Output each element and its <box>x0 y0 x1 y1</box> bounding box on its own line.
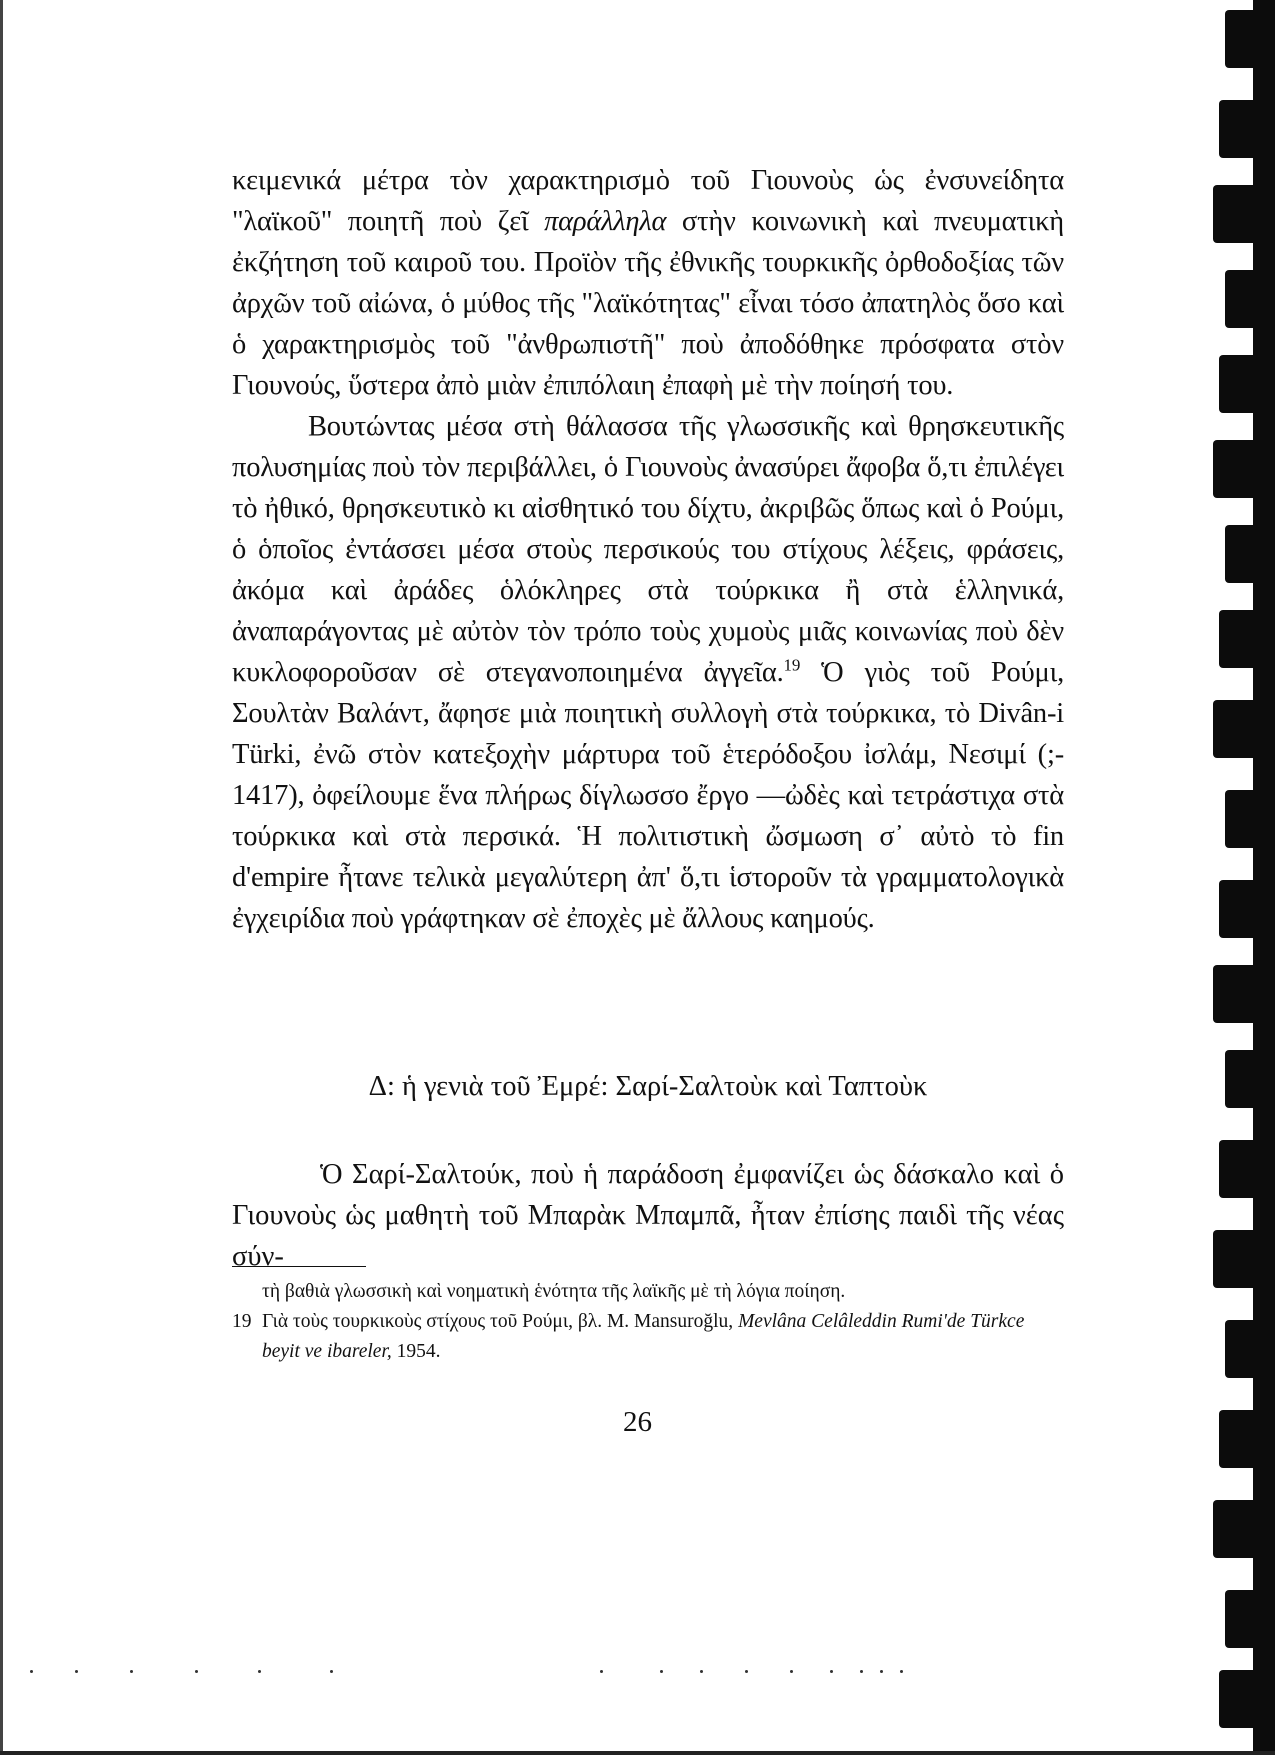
scan-dot <box>75 1670 78 1673</box>
footnote-divider <box>232 1266 366 1267</box>
scan-edge-block <box>1219 880 1275 938</box>
paragraph-2 <box>232 406 1064 939</box>
scan-dot <box>600 1670 603 1673</box>
scan-dot <box>130 1670 133 1673</box>
scan-edge-block <box>1225 525 1275 583</box>
scan-edge-right <box>1187 0 1275 1755</box>
scan-edge-left <box>0 0 3 1755</box>
scan-edge-block <box>1213 965 1275 1023</box>
main-text <box>232 160 1064 939</box>
scan-edge-block <box>1213 700 1275 758</box>
scan-dot <box>900 1670 903 1673</box>
footnotes <box>232 1277 1064 1367</box>
scan-dot <box>745 1670 748 1673</box>
scan-dot <box>790 1670 793 1673</box>
section-heading: Δ: ἡ γενιὰ τοῦ Ἐμρέ: Σαρί-Σαλτοὺκ καὶ Ταπτοὺκ <box>368 1071 928 1102</box>
footnote-19 <box>232 1307 1064 1367</box>
scan-dot <box>880 1670 883 1673</box>
paragraph-3: Ὁ Σαρί-Σαλτούκ, ποὺ ἡ παράδοση ἐμφανίζει ὡς δάσκαλο καὶ ὁ Γιουνοὺς ὡς μαθητὴ τοῦ Μπαρὰκ Μπαμπᾶ, ἦταν ἐπίσης παιδὶ τῆς νέας σύν- <box>232 1159 1064 1272</box>
scan-dot <box>660 1670 663 1673</box>
scan-edge-block <box>1219 100 1275 158</box>
footnote-19-title: Mevlâna Celâleddin Rumi'de Türkce beyit ve ibareler, <box>262 1311 1025 1362</box>
scan-edge-block <box>1213 1500 1275 1558</box>
footnote-continuation: τὴ βαθιὰ γλωσσικὴ καὶ νοηματικὴ ἑνότητα τῆς λαϊκῆς μὲ τὴ λόγια ποίηση. <box>262 1281 846 1302</box>
footnote-ref-19: 19 <box>783 655 801 675</box>
scan-edge-block <box>1213 1230 1275 1288</box>
para2-text-b: Ὁ γιὸς τοῦ Ρούμι, Σουλτὰν Βαλάντ, ἄφησε μιὰ ποιητικὴ συλλογὴ στὰ τούρκικα, τὸ Divân-i Türki, ἐνῶ στὸν κατεξοχὴν μάρτυρα τοῦ ἑτερόδοξου ἰσλάμ, Νεσιμί (;- 1417), ὀφείλουμε ἕνα πλήρως δίγλωσσο ἔργο —ὠδὲς καὶ τετράστιχα στὰ τούρκικα καὶ στὰ περσικά. Ἡ πολιτιστικὴ ὤσμωση σ᾽ αὐτὸ τὸ fin d'empire ἦτανε τελικὰ μεγαλύτερη ἀπ' ὅ,τι ἱστοροῦν τὰ γραμματολογικὰ ἐγχειρίδια ποὺ γράφτηκαν σὲ ἐποχὲς μὲ ἄλλους καημούς. <box>232 657 1064 934</box>
scan-edge-solid <box>1253 0 1275 1755</box>
scan-edge-block <box>1225 1050 1275 1108</box>
scan-edge-block <box>1219 1670 1275 1728</box>
scan-edge-block <box>1219 355 1275 413</box>
scan-dot <box>30 1670 33 1673</box>
scan-dot <box>830 1670 833 1673</box>
footnote-19-number: 19 <box>232 1311 252 1332</box>
scan-edge-block <box>1219 610 1275 668</box>
scan-edge-block <box>1225 1590 1275 1648</box>
scan-dot <box>700 1670 703 1673</box>
scan-edge-block <box>1219 1410 1275 1468</box>
scan-dot <box>860 1670 863 1673</box>
scan-edge-block <box>1219 1140 1275 1198</box>
scan-edge-block <box>1225 1320 1275 1378</box>
paragraph-1 <box>232 160 1064 406</box>
para1-italic-word: παράλληλα <box>544 206 667 237</box>
para1-text-b: στὴν κοινωνικὴ καὶ πνευματικὴ ἐκζήτηση τοῦ καιροῦ του. Προϊὸν τῆς ἐθνικῆς τουρκικῆς ὀρθοδοξίας τῶν ἀρχῶν τοῦ αἰώνα, ὁ μύθος τῆς "λαϊκότητας" εἶναι τόσο ἀπατηλὸς ὅσο καὶ ὁ χαρακτηρισμὸς τοῦ "ἀνθρωπιστῆ" ποὺ ἀποδόθηκε πρόσφατα στὸν Γιουνούς, ὕστερα ἀπὸ μιὰν ἐπιπόλαιη ἐπαφὴ μὲ τὴν ποίησή του. <box>232 206 1064 401</box>
para2-text-a: Βουτώντας μέσα στὴ θάλασσα τῆς γλωσσικῆς καὶ θρησκευτικῆς πολυσημίας ποὺ τὸν περιβάλλει, ὁ Γιουνοὺς ἀνασύρει ἄφοβα ὅ,τι ἐπιλέγει τὸ ἠθικό, θρησκευτικὸ κι αἰσθητικό του δίχτυ, ἀκριβῶς ὅπως καὶ ὁ Ρούμι, ὁ ὁποῖος ἐντάσσει μέσα στοὺς περσικούς του στίχους λέξεις, φράσεις, ἀκόμα καὶ ἀράδες ὁλόκληρες στὰ τούρκικα ἢ στὰ ἑλληνικά, ἀναπαράγοντας μὲ αὐτὸν τὸν τρόπο τοὺς χυμοὺς μιᾶς κοινωνίας ποὺ δὲν κυκλοφοροῦσαν σὲ στεγανοποιημένα ἀγγεῖα. <box>232 411 1064 688</box>
scan-dots <box>0 1668 1180 1678</box>
scan-edge-block <box>1213 185 1275 243</box>
scan-dot <box>258 1670 261 1673</box>
scan-edge-block <box>1225 790 1275 848</box>
scan-edge-block <box>1225 10 1275 68</box>
scan-edge-block <box>1225 270 1275 328</box>
footnote-19-text-a: Γιὰ τοὺς τουρκικοὺς στίχους τοῦ Ρούμι, βλ. M. Mansuroğlu, <box>262 1311 739 1332</box>
scan-edge-bottom <box>0 1751 1275 1755</box>
scan-dot <box>330 1670 333 1673</box>
scan-edge-block <box>1213 440 1275 498</box>
para1-text-a: κειμενικά μέτρα τὸν χαρακτηρισμὸ τοῦ Γιουνοὺς ὡς ἐνσυνείδητα "λαϊκοῦ" ποιητῆ ποὺ ζεῖ <box>232 165 1064 237</box>
page-number: 26 <box>623 1406 652 1438</box>
footnote-19-text-b: 1954. <box>391 1341 441 1362</box>
scan-dot <box>195 1670 198 1673</box>
